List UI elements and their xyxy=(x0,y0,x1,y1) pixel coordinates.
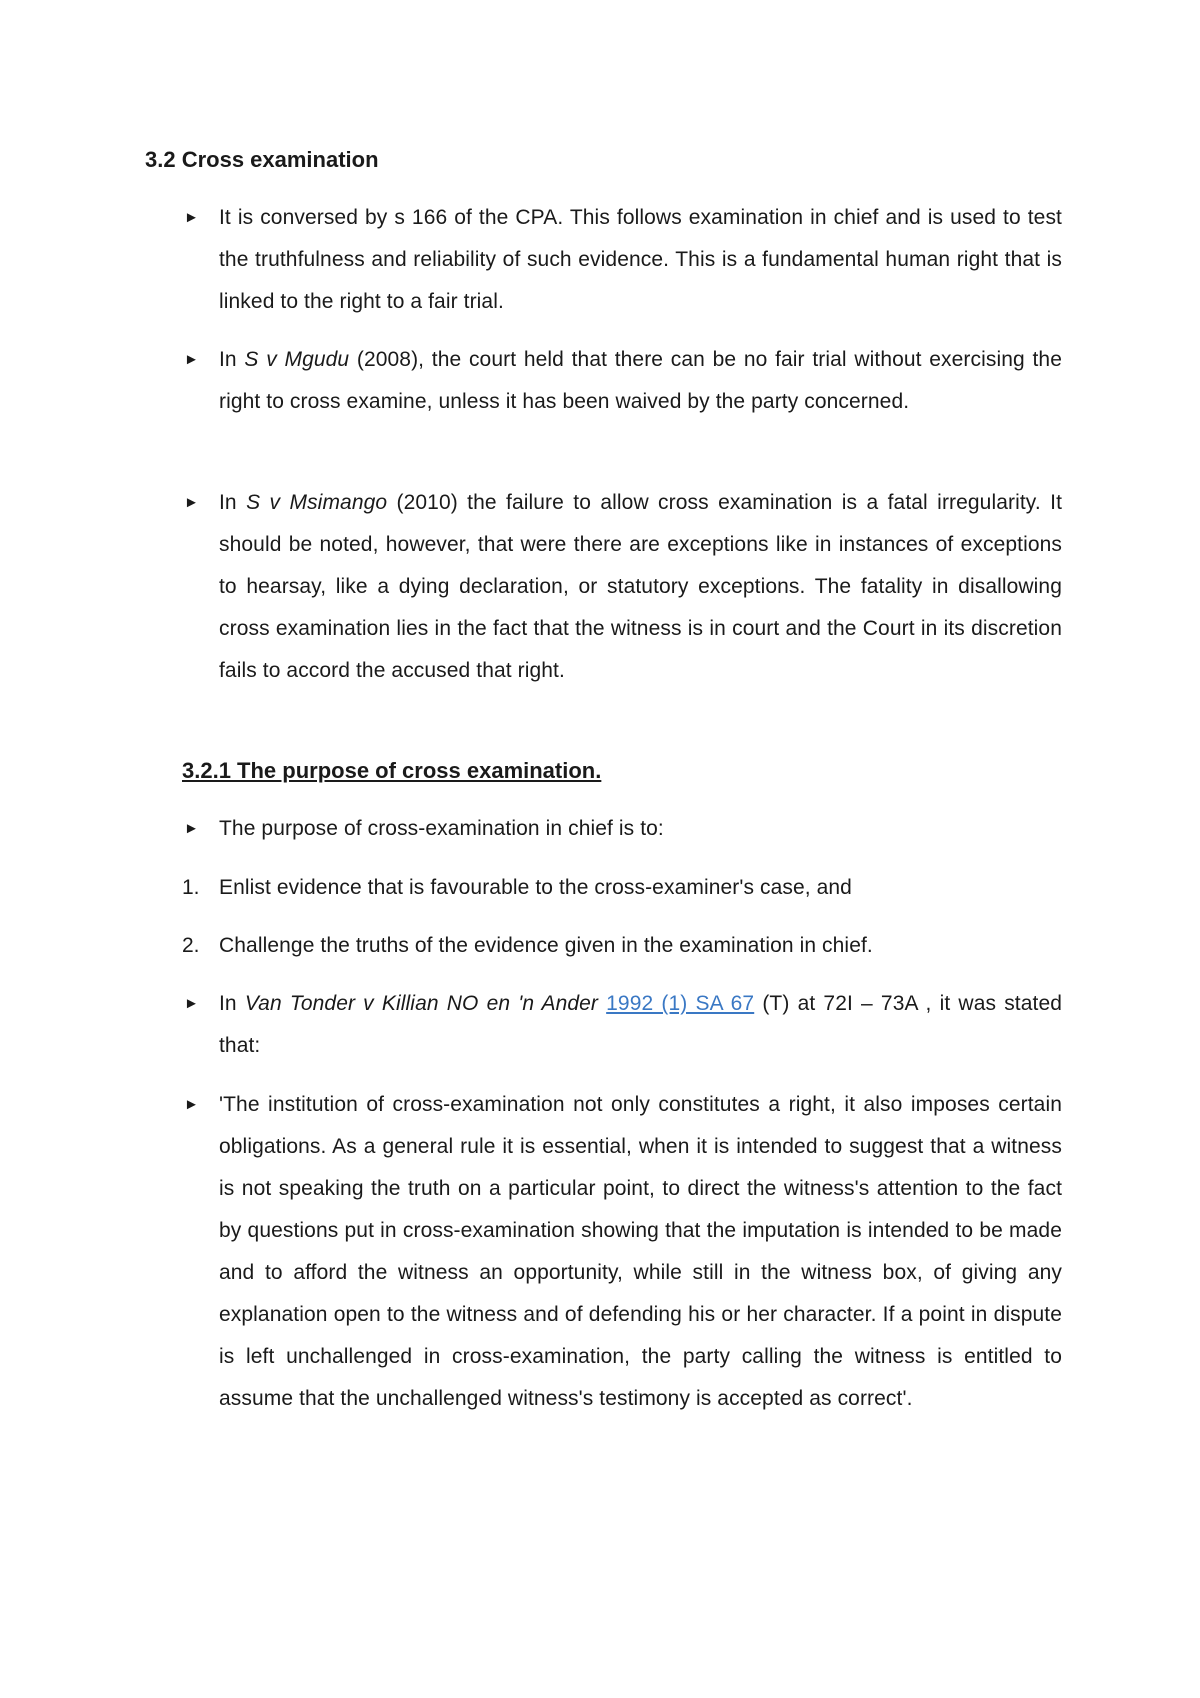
citation-link[interactable]: 1992 (1) SA 67 xyxy=(606,992,755,1015)
bullet-text xyxy=(219,339,1062,423)
bullet-text xyxy=(219,482,1062,692)
bullet-arrow-icon: ► xyxy=(184,494,199,511)
section-heading: 3.2 Cross examination xyxy=(145,147,379,172)
bullet-arrow-icon: ► xyxy=(184,1096,199,1113)
bullet-arrow-icon: ► xyxy=(184,209,199,226)
bullet-rest: (2008), the court held that there can be no fair trial without exercising the right to cross examine, unless it has been waived by the party concerned. xyxy=(219,348,1062,413)
bullet-text: It is conversed by s 166 of the CPA. This follows examination in chief and is used to test the truthfulness and reliability of such evidence. This is a fundamental human right that is linked to the right to a fair trial. xyxy=(219,206,1062,313)
bullet-arrow-icon: ► xyxy=(184,995,199,1012)
bullet-arrow-icon: ► xyxy=(184,351,199,368)
bullet-text: The purpose of cross-examination in chief is to: xyxy=(219,817,664,840)
item-number: 1. xyxy=(182,876,200,899)
bullet-arrow-icon: ► xyxy=(184,820,199,837)
quote-text: 'The institution of cross-examination not only constitutes a right, it also imposes certain obligations. As a general rule it is essential, when it is intended to suggest that a witness is not speaking the truth on a particular point, to direct the witness's attention to the fact by questions put in cross-examination showing that the imputation is intended to be made and to afford the witness an opportunity, while still in the witness box, of giving any explanation open to the witness and of defending his or her character. If a point in dispute is left unchallenged in cross-examination, the party calling the witness is entitled to assume that the unchallenged witness's testimony is accepted as correct'. xyxy=(219,1093,1062,1410)
item-number: 2. xyxy=(182,934,200,957)
case-name: S v Msimango xyxy=(246,491,388,514)
bullet-prefix: In xyxy=(219,348,245,371)
case-name: Van Tonder v Killian NO en 'n Ander xyxy=(244,992,599,1015)
numbered-text: Challenge the truths of the evidence given in the examination in chief. xyxy=(219,934,873,957)
subsection-heading: 3.2.1 The purpose of cross examination. xyxy=(182,758,602,783)
bullet-rest: (2010) the failure to allow cross examination is a fatal irregularity. It should be noted, however, that were there are exceptions like in instances of exceptions to hearsay, like a dying declaration, or statutory exceptions. The fatality in disallowing cross examination lies in the fact that the witness is in court and the Court in its discretion fails to accord the accused that right. xyxy=(219,491,1062,682)
bullet-rest: (T) at 72I – 73A , it was stated that: xyxy=(219,992,1063,1057)
bullet-prefix: In xyxy=(219,491,247,514)
bullet-prefix: In xyxy=(219,992,245,1015)
numbered-text: Enlist evidence that is favourable to the cross-examiner's case, and xyxy=(219,876,852,899)
bullet-text xyxy=(219,983,1062,1067)
case-name: S v Mgudu xyxy=(244,348,350,371)
citation-space xyxy=(598,992,606,1015)
